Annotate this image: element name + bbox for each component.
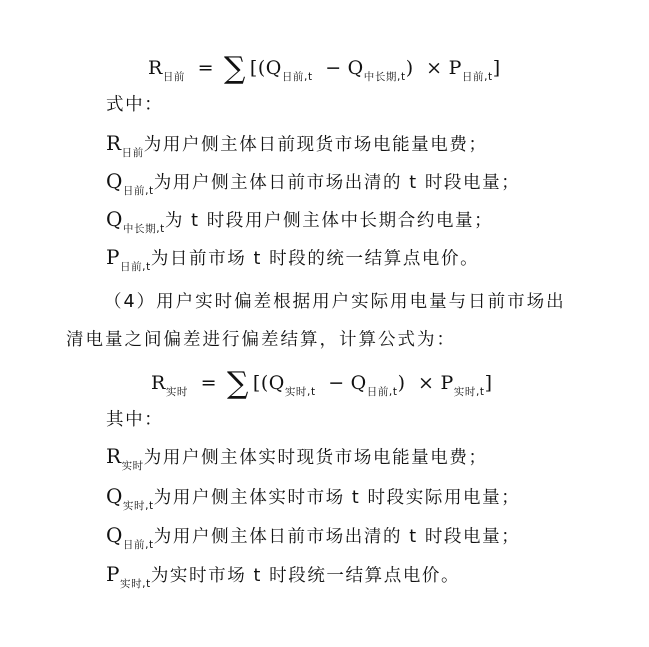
definition-symbol: Q	[106, 523, 123, 547]
definition-symbol: Q	[106, 207, 123, 231]
formula-subscript: 中长期,t	[363, 71, 406, 83]
definition-line	[106, 244, 479, 274]
formula-symbol: Q	[265, 57, 282, 79]
definition-symbol: R	[106, 131, 122, 155]
definition-line	[106, 130, 488, 160]
where-label: 其中：	[106, 410, 164, 430]
definition-text: 为 t 时段用户侧主体中长期合约电量；	[164, 211, 494, 231]
formula-day-ahead	[148, 52, 501, 84]
definition-text: 为日前市场 t 时段的统一结算点电价。	[150, 249, 480, 269]
formula-symbol: P	[448, 57, 462, 79]
formula-subscript: 日前,t	[281, 71, 313, 83]
formula-symbol: Q	[347, 57, 364, 79]
definition-text: 为实时市场 t 时段统一结算点电价。	[150, 566, 461, 586]
definition-subscript: 日前,t	[119, 261, 151, 273]
definition-subscript: 中长期,t	[122, 223, 165, 235]
formula-symbol: R	[151, 372, 166, 394]
times-sign: ×	[426, 57, 443, 79]
formula-subscript: 实时	[165, 386, 189, 398]
equals-sign: =	[200, 372, 217, 394]
paragraph-line: 清电量之间偏差进行偏差结算，计算公式为：	[66, 330, 456, 350]
definition-text: 为用户侧主体日前现货市场电能量电费；	[143, 135, 488, 155]
where-label: 式中：	[106, 95, 164, 115]
formula-subscript: 日前	[162, 71, 186, 83]
formula-subscript: 日前,t	[366, 386, 398, 398]
open-bracket: [(	[252, 372, 269, 394]
definition-symbol: R	[106, 444, 122, 468]
close-paren: )	[397, 372, 406, 394]
close-bracket: ]	[492, 57, 501, 79]
summation-sign: ∑	[226, 366, 249, 401]
definition-symbol: P	[106, 245, 120, 269]
definition-line	[106, 522, 520, 552]
formula-subscript: 实时,t	[284, 386, 316, 398]
definition-subscript: 日前,t	[122, 185, 154, 197]
formula-symbol: Q	[350, 372, 367, 394]
definition-subscript: 日前	[121, 147, 144, 159]
definition-subscript: 实时,t	[119, 578, 151, 590]
summation-sign: ∑	[223, 51, 246, 86]
close-bracket: ]	[484, 372, 493, 394]
definition-symbol: Q	[106, 484, 123, 508]
definition-text: 为用户侧主体实时市场 t 时段实际用电量；	[153, 488, 521, 508]
minus-sign: −	[325, 57, 342, 79]
definition-subscript: 日前,t	[122, 539, 154, 551]
open-bracket: [(	[249, 57, 266, 79]
paragraph-line: （4）用户实时偏差根据用户实际用电量与日前市场出	[104, 292, 566, 312]
definition-text: 为用户侧主体实时现货市场电能量电费；	[143, 448, 488, 468]
times-sign: ×	[418, 372, 435, 394]
definition-line	[106, 483, 520, 513]
formula-symbol: Q	[268, 372, 285, 394]
definition-line	[106, 443, 488, 473]
equals-sign: =	[197, 57, 214, 79]
formula-subscript: 日前,t	[461, 71, 493, 83]
definition-text: 为用户侧主体日前市场出清的 t 时段电量；	[153, 527, 521, 547]
definition-symbol: Q	[106, 169, 123, 193]
definition-subscript: 实时,t	[122, 500, 154, 512]
definition-text: 为用户侧主体日前市场出清的 t 时段电量；	[153, 173, 521, 193]
minus-sign: −	[328, 372, 345, 394]
formula-subscript: 实时,t	[453, 386, 485, 398]
definition-line	[106, 561, 460, 591]
formula-symbol: R	[148, 57, 163, 79]
definition-line	[106, 206, 493, 236]
definition-line	[106, 168, 520, 198]
close-paren: )	[405, 57, 414, 79]
formula-symbol: P	[440, 372, 454, 394]
formula-real-time	[151, 367, 493, 399]
definition-subscript: 实时	[121, 460, 144, 472]
definition-symbol: P	[106, 562, 120, 586]
